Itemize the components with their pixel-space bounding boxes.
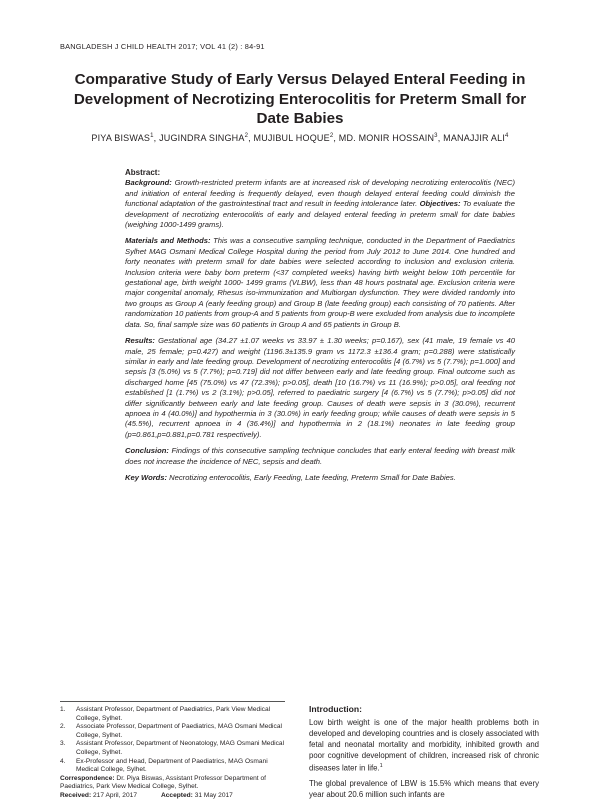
results-text: Gestational age (34.27 ±1.07 weeks vs 33.97 ± 1.30 weeks; p=0.167), sex (41 male, 19 female vs 40 male, 25 female; p=0.427) and weight (1196.3±135.9 gram vs 1172.3 ±136.4 gram; p=0.288) were statistically similar in early and late feeding group. Development of necrotizing enterocolitis [4 (6.7%) vs 5 (7.7%); p=1.000] and sepsis [3 (5.0%) vs 5 (7.7%); p=0.719] did not differ between early and late feeding group. Final outcome such as discharged home [45 (75.0%) vs 47 (72.3%); p>0.05], death [10 (16.7%) vs 11 (16.9%); p>0.05], oral feeding not established [1 (1.7%) vs 2 (3.1%); p>0.05], referred to paediatric surgery [4 (6.7%) vs 5 (7.7%); p>0.05] did not differ significantly between early and late feeding group. Causes of death were sepsis in 3 (30.0%), recurrent apnoea in 4 (40.0%)] and hypothermia in 3 (30.0%) in early feeding group; while causes of death were sepsis in 5 (45.5%), recurrent apnoea in 4 (36.4%)] and hypothermia in 2 (18.1%) neonates in late feeding group (p=0.861,p=0.881,p=0.781 respectively). xyxy=(125,336,515,439)
received-label: Received: xyxy=(60,791,92,799)
objectives-text: To evaluate the development of necrotizing enterocolitis of early and delayed enteral feeding in preterm small for date babies (weighing 1000-1499 grams). xyxy=(125,199,515,230)
introduction-heading: Introduction: xyxy=(309,704,362,714)
author-separator: , xyxy=(437,133,444,143)
author-separator: , xyxy=(153,133,160,143)
author-name: PIYA BISWAS xyxy=(91,133,151,143)
correspondence-text: Dr. Piya Biswas, Assistant Professor Department of Paediatrics, Park View Medical College, Sylhet. xyxy=(60,774,266,791)
objectives-label: Objectives: xyxy=(419,199,461,209)
footnote-number: 1. xyxy=(60,706,66,713)
abstract-section xyxy=(125,168,515,489)
author-list xyxy=(60,133,540,143)
submission-dates xyxy=(60,792,285,801)
footnote-item xyxy=(60,723,285,740)
footnote-item xyxy=(60,758,285,775)
introduction-text: Low birth weight is one of the major health problems both in developed and developing countries and is closely associated with fetal and neonatal mortality and morbidity, inhibited growth and poor cognitive development of children, increased risk of chronic diseases later in life. xyxy=(309,718,539,773)
keywords-label: Key Words: xyxy=(125,472,168,482)
abstract-methods xyxy=(125,236,515,330)
author-separator: , xyxy=(333,133,339,143)
conclusion-label: Conclusion: xyxy=(125,446,169,456)
footnote-text: Assistant Professor, Department of Paediatrics, Park View Medical College, Sylhet. xyxy=(76,706,271,722)
footnote-text: Assistant Professor, Department of Neonatology, MAG Osmani Medical College, Sylhet. xyxy=(76,740,285,756)
received-date: 217 April, 2017 xyxy=(91,791,137,799)
footnote-number: 4. xyxy=(60,757,66,765)
footnote-text: Associate Professor, Department of Paediatrics, MAG Osmani Medical College, Sylhet. xyxy=(76,723,282,739)
footnote-divider xyxy=(60,701,285,702)
correspondence xyxy=(60,775,285,792)
background-text: Growth-restricted preterm infants are at increased risk of developing necrotizing enterocolitis (NEC) and initiation of enteral feeding is frequently delayed, even though delayed enteral feeding could diminish the functional adaptation of the gastrointestinal tract and result in feeding intolerance later. xyxy=(125,178,515,209)
introduction-paragraph xyxy=(309,717,539,774)
introduction-paragraph: The global prevalence of LBW is 15.5% which means that every year about 20.6 million such infants are xyxy=(309,778,539,799)
correspondence-label: Correspondence: xyxy=(60,774,115,782)
results-label: Results: xyxy=(125,336,155,346)
introduction-section xyxy=(309,704,539,804)
author-separator: , xyxy=(248,133,254,143)
author-affiliation-mark: 2 xyxy=(244,133,249,139)
author-name: JUGINDRA SINGHA xyxy=(159,133,245,143)
author-affiliation-mark: 1 xyxy=(150,133,154,139)
author-affiliation-mark: 4 xyxy=(505,133,509,139)
abstract-keywords xyxy=(125,473,515,483)
methods-text: This was a consecutive sampling technique, conducted in the Department of Paediatrics Sylhet MAG Osmani Medical College Hospital during the period from July 2012 to June 2014. One hundred and forty neonates with preterm small for date babies were selected according to inclusion and exclusion criteria. Inclusion criteria were baby born preterm (<37 completed weeks) having birth weight below 10th percentile for gestational age, birth weight 1000- 1499 grams (VLBW), less than 48 hours postnatal age. Exclusion criteria were major congenital anomaly, Rhesus iso-immunization and Multiorgan dysfunction. They were divided randomly into two groups as Group A (early feeding group) and Group B (late feeding group) each consisting of 70 patients. After randomization 10 patients from group-A and 5 patients from group-B were excluded from analysis due to incomplete data. So, final sample size was 60 patients in Group A and 65 patients in Group B. xyxy=(125,236,515,329)
abstract-conclusion xyxy=(125,446,515,467)
footnote-item xyxy=(60,740,285,757)
accepted-label: Accepted: xyxy=(160,791,193,799)
keywords-text: Necrotizing enterocolitis, Early Feeding, Late feeding, Preterm Small for Date Babies. xyxy=(167,472,456,482)
conclusion-text: Findings of this consecutive sampling technique concludes that early enteral feeding with breast milk does not increase the incidence of NEC, sepsis and death. xyxy=(125,446,515,466)
article-title: Comparative Study of Early Versus Delayed Enteral Feeding in Development of Necrotizing Enterocolitis for Preterm Small for Date Babies xyxy=(73,71,527,127)
accepted-date: 31 May 2017 xyxy=(192,791,233,799)
citation-mark: 1 xyxy=(379,763,383,769)
abstract-heading: Abstract: xyxy=(125,168,161,177)
footnote-number: 3. xyxy=(60,740,66,748)
author-name: MD. MONIR HOSSAIN xyxy=(338,133,435,143)
footnotes xyxy=(60,706,285,801)
journal-citation: BANGLADESH J CHILD HEALTH 2017; VOL 41 (2) : 84-91 xyxy=(60,42,265,51)
author-name: MANAJJIR ALI xyxy=(443,133,506,143)
author-affiliation-mark: 2 xyxy=(329,133,334,139)
footnote-number: 2. xyxy=(60,723,66,731)
footnote-item xyxy=(60,706,285,723)
methods-label: Materials and Methods: xyxy=(125,236,211,246)
abstract-background xyxy=(125,178,515,230)
author-name: MUJIBUL HOQUE xyxy=(253,133,330,143)
abstract-results xyxy=(125,336,515,440)
footnote-text: Ex-Professor and Head, Department of Paediatrics, MAG Osmani Medical College, Sylhet. xyxy=(76,757,268,774)
background-label: Background: xyxy=(125,178,172,188)
author-affiliation-mark: 3 xyxy=(434,133,438,139)
